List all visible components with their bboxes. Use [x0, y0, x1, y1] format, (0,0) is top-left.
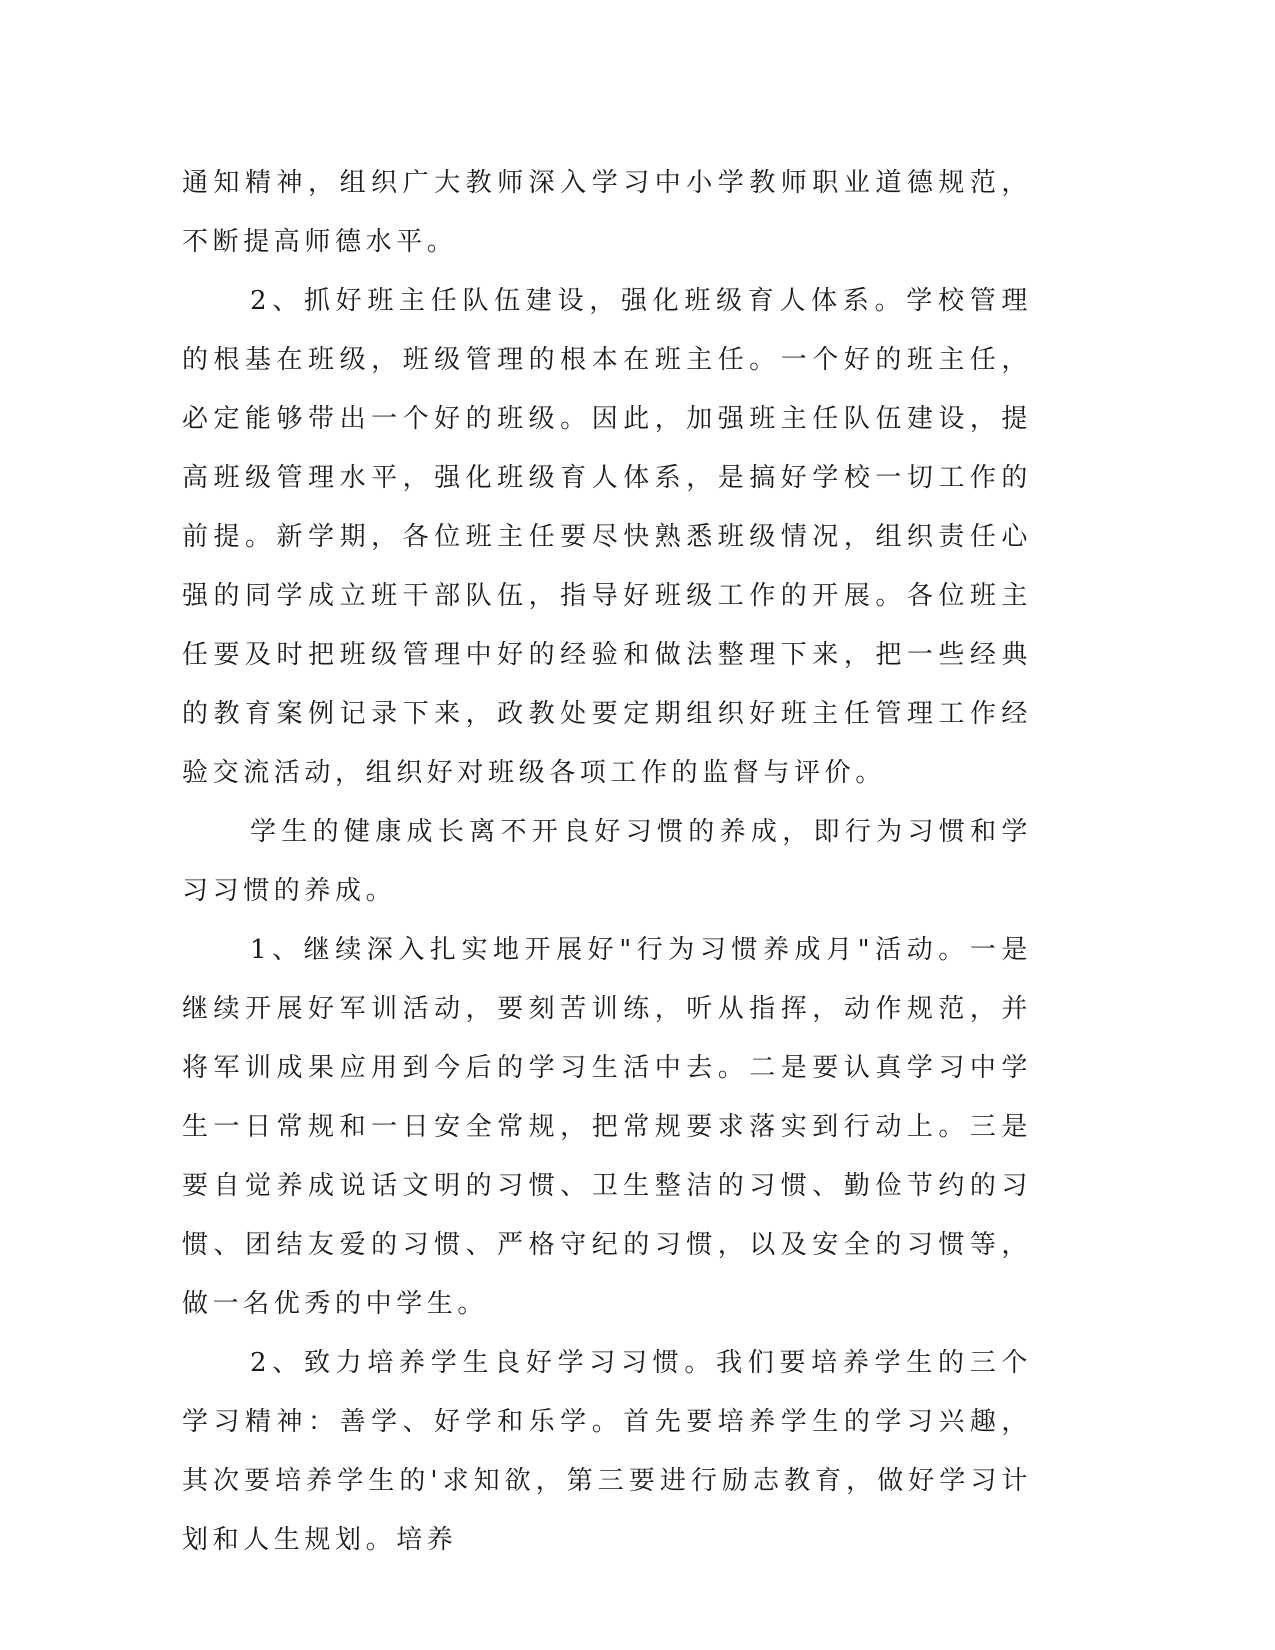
- paragraph-1: 通知精神，组织广大教师深入学习中小学教师职业道德规范，不断提高师德水平。: [182, 168, 1032, 257]
- paragraph-5: 2、致力培养学生良好学习习惯。我们要培养学生的三个学习精神：善学、好学和乐学。首先要培养学生的学习兴趣，其次要培养学生的'求知欲，第三要进行励志教育，做好学习计划和人生规划。培养: [182, 1348, 1032, 1555]
- paragraph-4: 1、继续深入扎实地开展好"行为习惯养成月"活动。一是继续开展好军训活动，要刻苦训练，听从指挥，动作规范，并将军训成果应用到今后的学习生活中去。二是要认真学习中学生一日常规和一日安全常规，把常规要求落实到行动上。三是要自觉养成说话文明的习惯、卫生整洁的习惯、勤俭节约的习惯、团结友爱的习惯、严格守纪的习惯，以及安全的习惯等，做一名优秀的中学生。: [182, 935, 1032, 1319]
- paragraph-2: 2、抓好班主任队伍建设，强化班级育人体系。学校管理的根基在班级，班级管理的根本在班主任。一个好的班主任，必定能够带出一个好的班级。因此，加强班主任队伍建设，提高班级管理水平，强化班级育人体系，是搞好学校一切工作的前提。新学期，各位班主任要尽快熟悉班级情况，组织责任心强的同学成立班干部队伍，指导好班级工作的开展。各位班主任要及时把班级管理中好的经验和做法整理下来，把一些经典的教育案例记录下来，政教处要定期组织好班主任管理工作经验交流活动，组织好对班级各项工作的监督与评价。: [182, 286, 1032, 788]
- document-body: [182, 154, 1032, 1570]
- paragraph-3: 学生的健康成长离不开良好习惯的养成，即行为习惯和学习习惯的养成。: [182, 817, 1032, 906]
